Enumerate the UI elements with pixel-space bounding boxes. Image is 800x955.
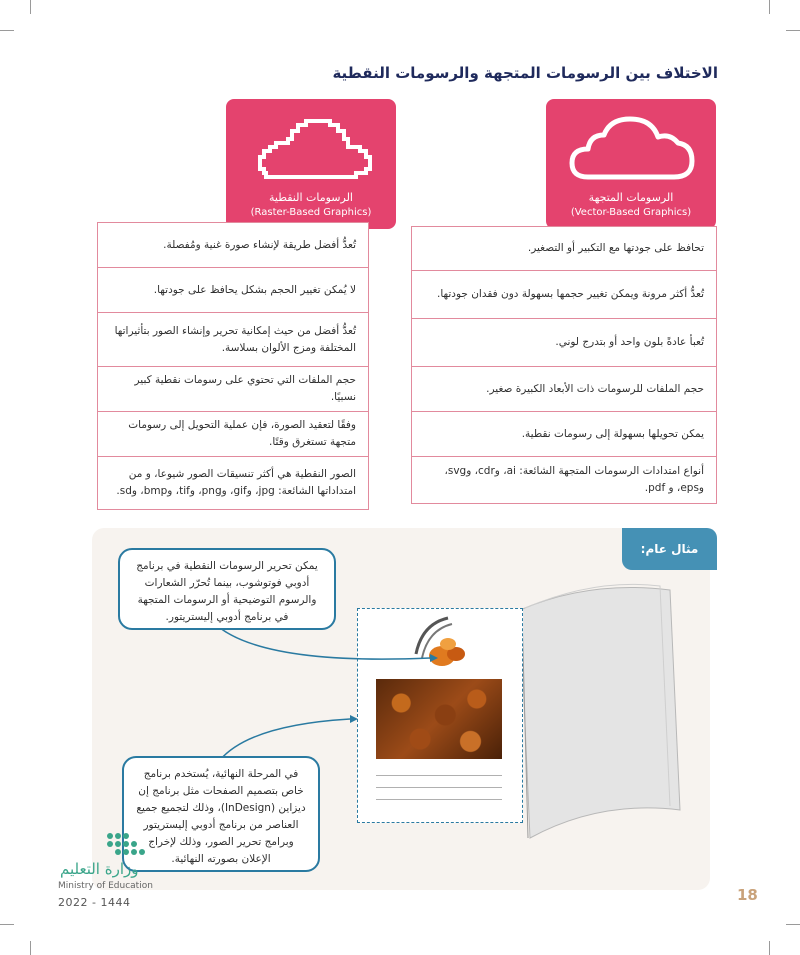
example-tab: مثال عام: — [622, 528, 717, 570]
raster-title-ar: الرسومات النقطية — [268, 191, 353, 204]
vector-title-ar: الرسومات المتجهة — [588, 191, 674, 204]
list-item: يمكن تحويلها بسهولة إلى رسومات نقطية. — [412, 412, 716, 457]
list-item: تحافظ على جودتها مع التكبير أو التصغير. — [412, 227, 716, 271]
ministry-name-en: Ministry of Education — [58, 881, 153, 891]
ministry-name-ar: وزارة التعليم — [60, 860, 139, 878]
vector-title-en: (Vector-Based Graphics) — [570, 207, 692, 218]
list-item: حجم الملفات التي تحتوي على رسومات نقطية كبير نسبيًا. — [98, 367, 368, 412]
edition-year: 2022 - 1444 — [58, 896, 131, 909]
list-item: الصور النقطية هي أكثر تنسيقات الصور شيوعا، و من امتداداتها الشائعة: jpg، وgif، وpng، وtif، وbmp، وsd. — [116, 468, 356, 497]
list-item: لا يُمكن تغيير الحجم بشكل يحافظ على جودتها. — [98, 268, 368, 313]
callout-top: يمكن تحرير الرسومات النقطية في برنامج أدوبي فوتوشوب، بينما تُحرّر الشعارات والرسوم التوضيحية أو الرسومات المتجهة في برنامج أدوبي إليستريتور. — [118, 548, 336, 630]
list-item: حجم الملفات للرسومات ذات الأبعاد الكبيرة صغير. — [412, 367, 716, 412]
list-item: تُعبأ عادةً بلون واحد أو بتدرج لوني. — [412, 319, 716, 367]
raster-title-en: (Raster-Based Graphics) — [250, 207, 372, 218]
page-title: الاختلاف بين الرسومات المتجهة والرسومات النقطية — [332, 64, 718, 82]
page-number: 18 — [737, 886, 758, 904]
list-item: وفقًا لتعقيد الصورة، فإن عملية التحويل إلى رسومات متجهة تستغرق وقتًا. — [98, 412, 368, 457]
list-item: تُعدُّ أكثر مرونة ويمكن تغيير حجمها بسهولة دون فقدان جودتها. — [412, 271, 716, 319]
list-item: تُعدُّ أفضل من حيث إمكانية تحرير وإنشاء الصور بتأثيراتها المختلفة ومزج الألوان بسلاسة. — [98, 313, 368, 367]
list-item: تُعدُّ أفضل طريقة لإنشاء صورة غنية ومُفصلة. — [98, 223, 368, 268]
list-item: أنواع امتدادات الرسومات المتجهة الشائعة: ai، وcdr، وsvg، وeps، و pdf. — [444, 465, 704, 494]
callout-bottom: في المرحلة النهائية، يُستخدم برنامج خاص بتصميم الصفحات مثل برنامج إن ديزاين (InDesign)، وذلك لتجميع جميع العناصر من برنامج أدوبي إليستريتور وبرامج تحرير الصور، وذلك لإخراج الإعلان بصورته النهائية. — [122, 756, 320, 872]
ministry-logo-dots — [104, 830, 194, 860]
